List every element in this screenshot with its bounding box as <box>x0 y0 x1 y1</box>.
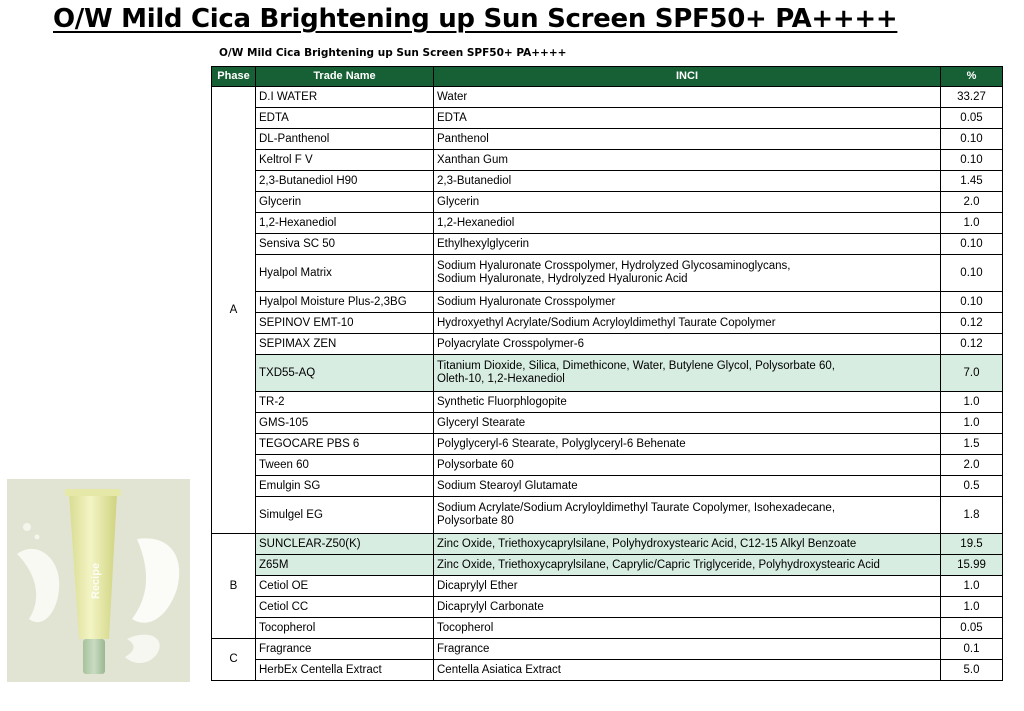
table-row <box>212 129 1003 150</box>
percent-cell: 0.1 <box>941 639 1003 660</box>
trade-name-cell: Sensiva SC 50 <box>256 234 434 255</box>
inci-cell <box>434 639 941 660</box>
inci-text: Glyceryl Stearate <box>437 416 526 429</box>
inci-cell <box>434 292 941 313</box>
inci-cell <box>434 392 941 413</box>
table-row <box>212 292 1003 313</box>
trade-name-cell: Hyalpol Moisture Plus-2,3BG <box>256 292 434 313</box>
trade-name-cell: Keltrol F V <box>256 150 434 171</box>
inci-text: Sodium Hyaluronate Crosspolymer <box>437 295 616 308</box>
percent-cell: 33.27 <box>941 87 1003 108</box>
percent-cell: 0.10 <box>941 292 1003 313</box>
inci-text: Fragrance <box>437 642 490 655</box>
trade-name-cell: TR-2 <box>256 392 434 413</box>
percent-cell: 1.5 <box>941 434 1003 455</box>
trade-name-cell: SUNCLEAR-Z50(K) <box>256 534 434 555</box>
trade-name-cell: HerbEx Centella Extract <box>256 660 434 681</box>
inci-cell <box>434 150 941 171</box>
percent-cell: 0.5 <box>941 476 1003 497</box>
inci-cell <box>434 108 941 129</box>
table-row <box>212 313 1003 334</box>
table-row <box>212 334 1003 355</box>
inci-cell <box>434 618 941 639</box>
percent-cell: 1.0 <box>941 597 1003 618</box>
inci-cell <box>434 213 941 234</box>
trade-name-cell: SEPIMAX ZEN <box>256 334 434 355</box>
percent-cell: 0.12 <box>941 313 1003 334</box>
percent-cell: 0.10 <box>941 255 1003 292</box>
inci-text-continued: Sodium Hyaluronate, Hydrolyzed Hyaluronic Acid <box>437 273 688 285</box>
percent-cell: 1.0 <box>941 392 1003 413</box>
trade-name-cell: Z65M <box>256 555 434 576</box>
inci-cell <box>434 434 941 455</box>
inci-text: Xanthan Gum <box>437 153 508 166</box>
table-row <box>212 576 1003 597</box>
table-row <box>212 555 1003 576</box>
inci-text: Polysorbate 60 <box>437 458 514 471</box>
table-row <box>212 234 1003 255</box>
inci-cell <box>434 534 941 555</box>
inci-cell <box>434 192 941 213</box>
formula-table <box>211 66 1003 681</box>
trade-name-cell: DL-Panthenol <box>256 129 434 150</box>
inci-cell <box>434 455 941 476</box>
table-row <box>212 213 1003 234</box>
trade-name-cell: Fragrance <box>256 639 434 660</box>
trade-name-cell: Tocopherol <box>256 618 434 639</box>
percent-cell: 0.10 <box>941 150 1003 171</box>
table-row <box>212 618 1003 639</box>
percent-cell: 1.8 <box>941 497 1003 534</box>
trade-name-cell: TXD55-AQ <box>256 355 434 392</box>
water-droplet <box>35 535 40 540</box>
table-row <box>212 171 1003 192</box>
inci-cell <box>434 234 941 255</box>
phase-cell: B <box>212 534 256 639</box>
trade-name-cell: D.I WATER <box>256 87 434 108</box>
table-row <box>212 192 1003 213</box>
table-row <box>212 534 1003 555</box>
inci-cell <box>434 87 941 108</box>
inci-cell <box>434 413 941 434</box>
percent-cell: 0.10 <box>941 234 1003 255</box>
inci-text: 2,3-Butanediol <box>437 174 512 187</box>
inci-cell <box>434 129 941 150</box>
percent-cell: 0.05 <box>941 618 1003 639</box>
trade-name-cell: TEGOCARE PBS 6 <box>256 434 434 455</box>
table-row <box>212 413 1003 434</box>
inci-text: Sodium Acrylate/Sodium Acryloyldimethyl Taurate Copolymer, Isohexadecane, <box>437 502 836 514</box>
trade-name-cell: SEPINOV EMT-10 <box>256 313 434 334</box>
inci-cell <box>434 555 941 576</box>
percent-cell: 7.0 <box>941 355 1003 392</box>
inci-text: Titanium Dioxide, Silica, Dimethicone, Water, Butylene Glycol, Polysorbate 60, <box>437 360 835 372</box>
inci-text: Sodium Hyaluronate Crosspolymer, Hydrolyzed Glycosaminoglycans, <box>437 260 791 272</box>
inci-text: Water <box>437 90 468 103</box>
tube-cap <box>83 639 105 674</box>
percent-cell: 1.0 <box>941 213 1003 234</box>
table-row <box>212 355 1003 392</box>
table-row <box>212 597 1003 618</box>
product-photo <box>7 479 190 682</box>
trade-name-cell: Tween 60 <box>256 455 434 476</box>
inci-text: Glycerin <box>437 195 480 208</box>
inci-text: Centella Asiatica Extract <box>437 663 562 676</box>
trade-name-cell: EDTA <box>256 108 434 129</box>
column-header-trade-name: Trade Name <box>256 67 434 87</box>
trade-name-cell: Simulgel EG <box>256 497 434 534</box>
inci-text: Dicaprylyl Ether <box>437 579 518 592</box>
percent-cell: 1.0 <box>941 576 1003 597</box>
table-row <box>212 392 1003 413</box>
trade-name-cell: Glycerin <box>256 192 434 213</box>
trade-name-cell: Cetiol OE <box>256 576 434 597</box>
trade-name-cell: 1,2-Hexanediol <box>256 213 434 234</box>
trade-name-cell: Cetiol CC <box>256 597 434 618</box>
inci-text: EDTA <box>437 111 467 124</box>
trade-name-cell: Hyalpol Matrix <box>256 255 434 292</box>
table-row <box>212 639 1003 660</box>
table-row <box>212 150 1003 171</box>
inci-text: 1,2-Hexanediol <box>437 216 515 229</box>
inci-cell <box>434 334 941 355</box>
trade-name-cell: GMS-105 <box>256 413 434 434</box>
phase-cell: A <box>212 87 256 534</box>
inci-text: Polyglyceryl-6 Stearate, Polyglyceryl-6 Behenate <box>437 437 686 450</box>
inci-text-continued: Oleth-10, 1,2-Hexanediol <box>437 373 565 385</box>
table-row <box>212 87 1003 108</box>
percent-cell: 2.0 <box>941 455 1003 476</box>
trade-name-cell: Emulgin SG <box>256 476 434 497</box>
percent-cell: 1.45 <box>941 171 1003 192</box>
table-row <box>212 476 1003 497</box>
percent-cell: 2.0 <box>941 192 1003 213</box>
table-row <box>212 255 1003 292</box>
table-row <box>212 108 1003 129</box>
inci-cell <box>434 313 941 334</box>
column-header-inci: INCI <box>434 67 941 87</box>
inci-text: Synthetic Fluorphlogopite <box>437 395 567 408</box>
percent-cell: 0.12 <box>941 334 1003 355</box>
inci-text: Polyacrylate Crosspolymer-6 <box>437 337 584 350</box>
inci-text: Dicaprylyl Carbonate <box>437 600 544 613</box>
water-droplet <box>23 523 31 531</box>
inci-cell <box>434 576 941 597</box>
table-title: O/W Mild Cica Brightening up Sun Screen SPF50+ PA++++ <box>219 47 567 59</box>
table-header-row <box>212 67 1003 87</box>
inci-cell <box>434 597 941 618</box>
inci-text: Zinc Oxide, Triethoxycaprylsilane, Caprylic/Capric Triglyceride, Polyhydroxystearic Acid <box>437 558 880 571</box>
percent-cell: 0.10 <box>941 129 1003 150</box>
inci-text: Panthenol <box>437 132 489 145</box>
table-row <box>212 660 1003 681</box>
column-header-phase: Phase <box>212 67 256 87</box>
inci-text: Tocopherol <box>437 621 494 634</box>
table-row <box>212 434 1003 455</box>
column-header-percent: % <box>941 67 1003 87</box>
percent-cell: 15.99 <box>941 555 1003 576</box>
page-title: O/W Mild Cica Brightening up Sun Screen SPF50+ PA++++ <box>53 4 898 34</box>
inci-text: Sodium Stearoyl Glutamate <box>437 479 578 492</box>
inci-text: Zinc Oxide, Triethoxycaprylsilane, Polyhydroxystearic Acid, C12-15 Alkyl Benzoate <box>437 537 857 550</box>
inci-text-continued: Polysorbate 80 <box>437 515 514 527</box>
percent-cell: 1.0 <box>941 413 1003 434</box>
trade-name-cell: 2,3-Butanediol H90 <box>256 171 434 192</box>
inci-cell <box>434 171 941 192</box>
brand-text: Recipe <box>90 562 102 599</box>
inci-cell <box>434 660 941 681</box>
table-row <box>212 497 1003 534</box>
inci-cell <box>434 497 941 534</box>
inci-cell <box>434 355 941 392</box>
table-row <box>212 455 1003 476</box>
tube-crimp <box>65 489 121 496</box>
percent-cell: 19.5 <box>941 534 1003 555</box>
phase-cell: C <box>212 639 256 681</box>
percent-cell: 5.0 <box>941 660 1003 681</box>
inci-cell <box>434 476 941 497</box>
percent-cell: 0.05 <box>941 108 1003 129</box>
inci-cell <box>434 255 941 292</box>
inci-text: Ethylhexylglycerin <box>437 237 530 250</box>
inci-text: Hydroxyethyl Acrylate/Sodium Acryloyldimethyl Taurate Copolymer <box>437 316 776 329</box>
